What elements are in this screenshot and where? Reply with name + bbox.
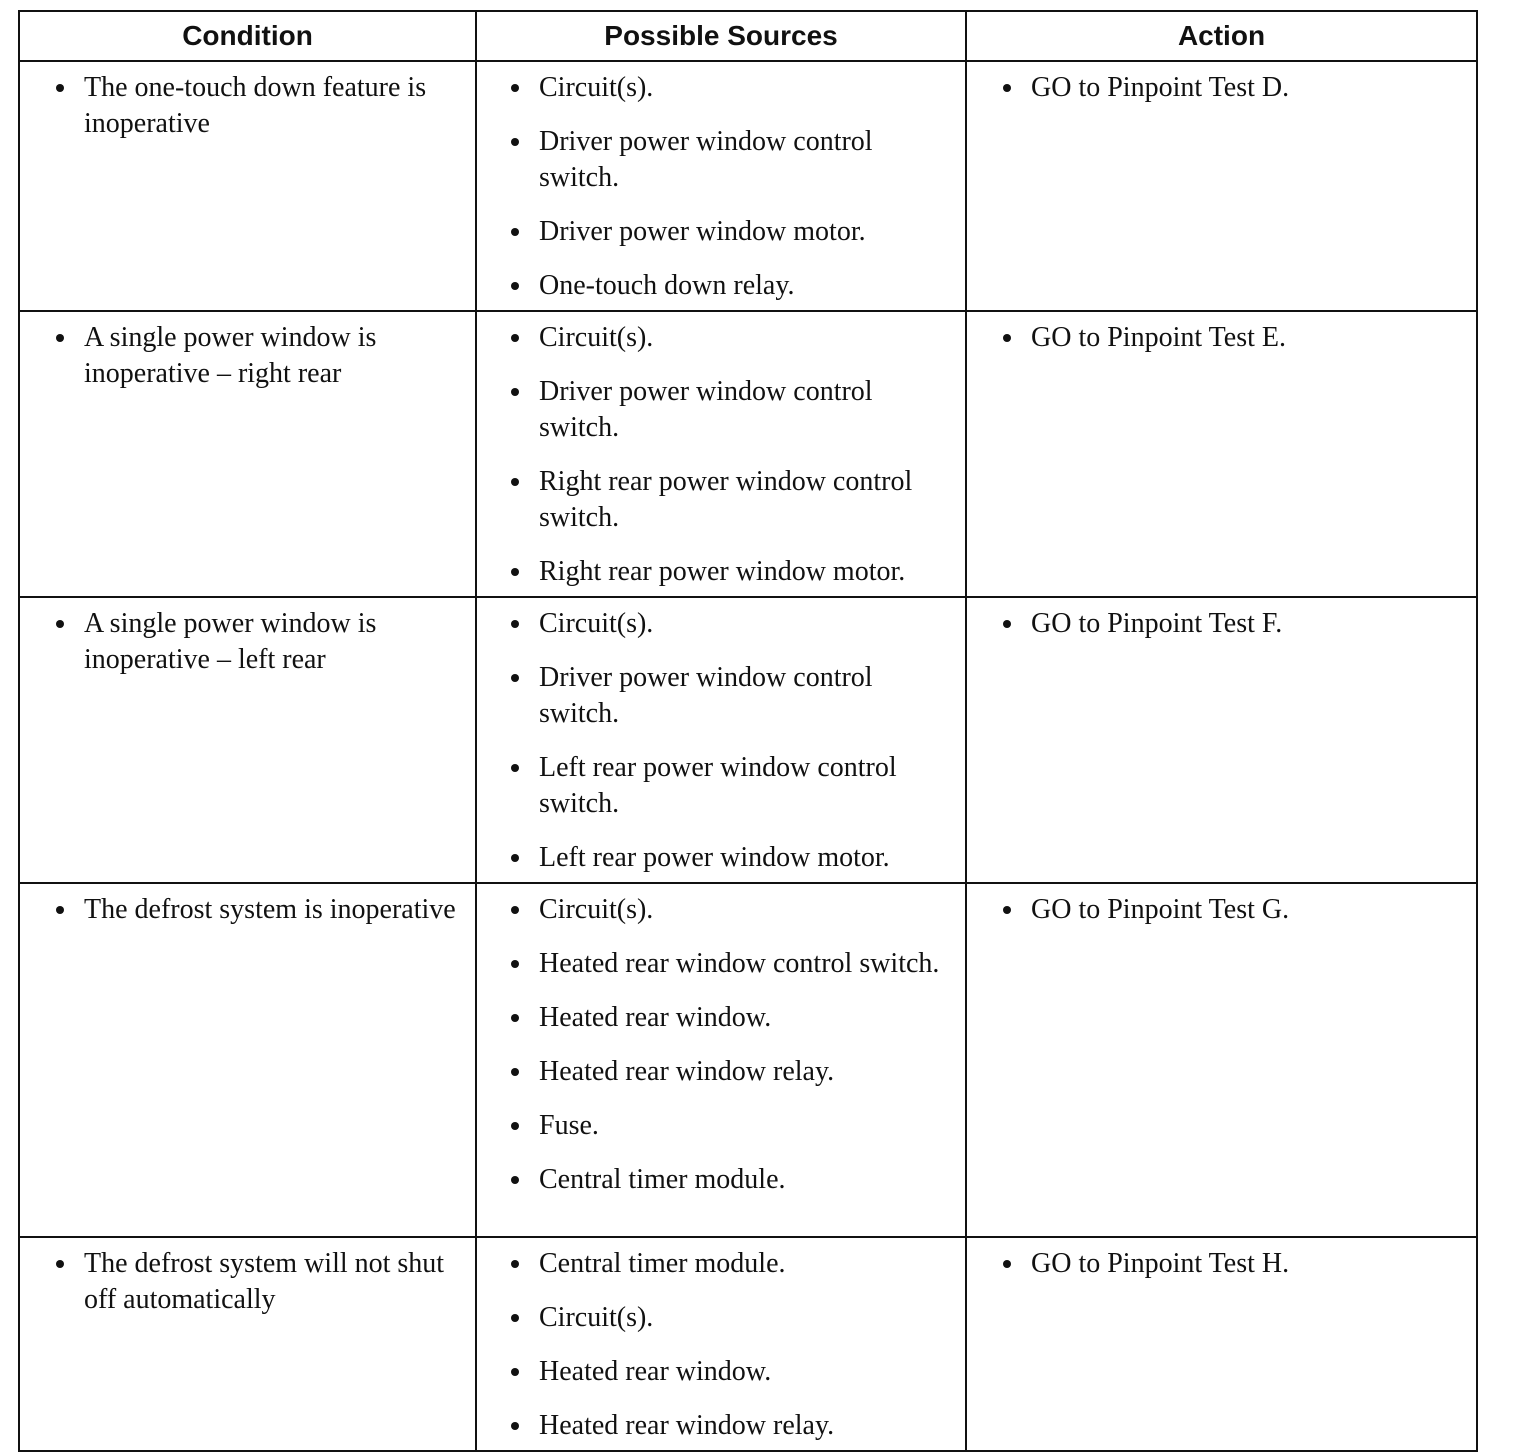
condition-cell (19, 61, 476, 311)
source-item: Heated rear window. (477, 1000, 965, 1036)
source-item: One-touch down relay. (477, 268, 965, 304)
condition-text: The defrost system is inoperative (20, 892, 475, 928)
table-row (19, 597, 1477, 883)
action-text: GO to Pinpoint Test F. (967, 606, 1476, 642)
table-row (19, 883, 1477, 1237)
diagnosis-table-wrapper (18, 10, 1478, 1452)
action-cell (966, 1237, 1477, 1451)
source-item: Right rear power window motor. (477, 554, 965, 590)
source-item: Circuit(s). (477, 1300, 965, 1336)
source-item: Circuit(s). (477, 606, 965, 642)
sources-cell (476, 61, 966, 311)
source-item: Driver power window motor. (477, 214, 965, 250)
source-item: Left rear power window motor. (477, 840, 965, 876)
action-text: GO to Pinpoint Test H. (967, 1246, 1476, 1282)
source-item: Driver power window control switch. (477, 660, 965, 732)
action-text: GO to Pinpoint Test E. (967, 320, 1476, 356)
source-item: Circuit(s). (477, 892, 965, 928)
action-text: GO to Pinpoint Test G. (967, 892, 1476, 928)
source-item: Central timer module. (477, 1246, 965, 1282)
action-text: GO to Pinpoint Test D. (967, 70, 1476, 106)
source-item: Central timer module. (477, 1162, 965, 1198)
sources-cell (476, 597, 966, 883)
header-possible-sources: Possible Sources (476, 11, 966, 61)
source-item: Heated rear window relay. (477, 1408, 965, 1444)
table-row (19, 61, 1477, 311)
sources-cell (476, 883, 966, 1237)
header-action: Action (966, 11, 1477, 61)
action-cell (966, 61, 1477, 311)
condition-cell (19, 1237, 476, 1451)
source-item: Heated rear window. (477, 1354, 965, 1390)
condition-cell (19, 597, 476, 883)
action-cell (966, 311, 1477, 597)
source-item: Circuit(s). (477, 320, 965, 356)
header-condition: Condition (19, 11, 476, 61)
source-item: Heated rear window control switch. (477, 946, 965, 982)
condition-text: A single power window is inoperative – left rear (20, 606, 475, 678)
table-row (19, 311, 1477, 597)
table-row (19, 1237, 1477, 1451)
sources-cell (476, 1237, 966, 1451)
source-item: Circuit(s). (477, 70, 965, 106)
source-item: Driver power window control switch. (477, 374, 965, 446)
header-row (19, 11, 1477, 61)
condition-text: The one-touch down feature is inoperative (20, 70, 475, 142)
condition-cell (19, 883, 476, 1237)
source-item: Driver power window control switch. (477, 124, 965, 196)
condition-cell (19, 311, 476, 597)
action-cell (966, 883, 1477, 1237)
source-item: Left rear power window control switch. (477, 750, 965, 822)
action-cell (966, 597, 1477, 883)
condition-text: The defrost system will not shut off automatically (20, 1246, 475, 1318)
source-item: Fuse. (477, 1108, 965, 1144)
sources-cell (476, 311, 966, 597)
source-item: Heated rear window relay. (477, 1054, 965, 1090)
source-item: Right rear power window control switch. (477, 464, 965, 536)
condition-text: A single power window is inoperative – right rear (20, 320, 475, 392)
symptom-chart-table (18, 10, 1478, 1452)
